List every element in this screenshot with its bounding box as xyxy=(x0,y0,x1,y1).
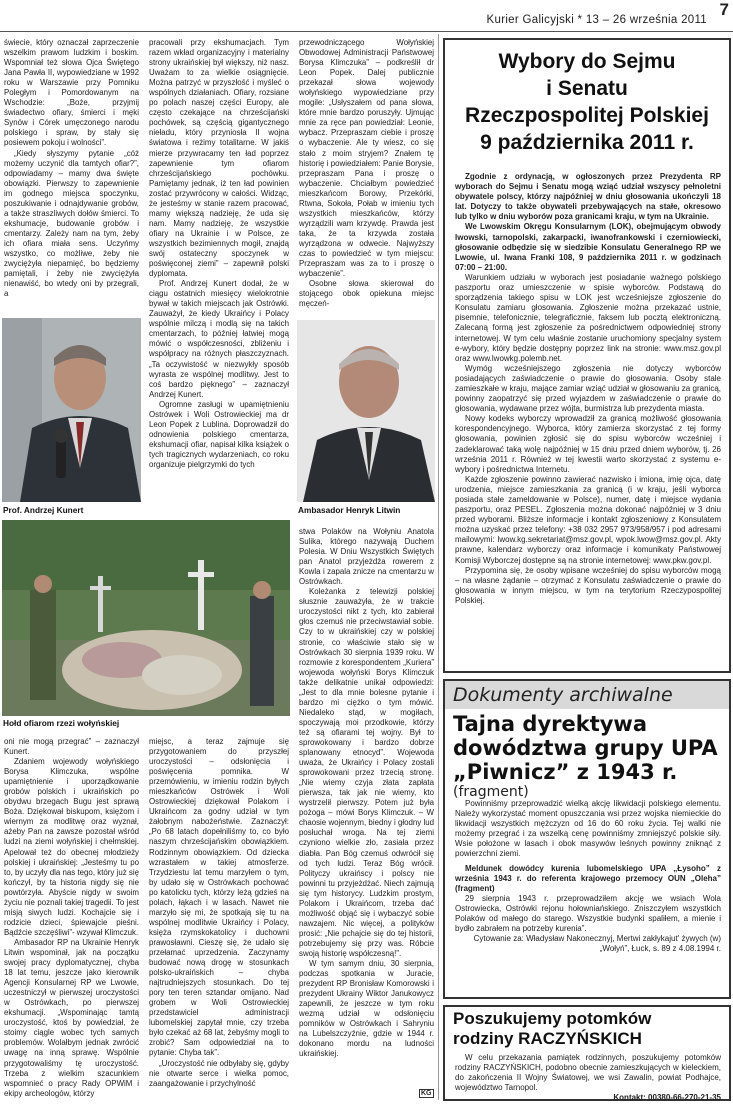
title-line: 9 października 2011 r. xyxy=(480,131,694,154)
contact: Kontakt: 00380-66-270-21-35 xyxy=(613,1093,721,1103)
article-col2-top xyxy=(149,38,289,516)
paragraph: Ogromne zasługi w upamiętnieniu Ostrówek i Woli Ostrowieckiej ma dr Leon Popek z Lublina. Doprowadził do odnowienia polskiego cmentarza, ekshumacji ofiar, napisał kilka książek o tych tragicznych wydarzeniach, co roku organizuje pielgrzymki do tych xyxy=(149,399,289,469)
archive-subtitle: (fragment) xyxy=(453,784,529,800)
paragraph: Wymóg wcześniejszego zgłoszenia nie dotyczy wyborców posiadających zaświadczenie o prawie do głosowania. Osoby stale zamieszkałe w kraju, mające zamiar wziąć udział w głosowaniu za granicą, powinny zaopatrzyć się przed wyjazdem w zaświadczenie o prawie do głosowania, wydawane przez wójta, burmistrza lub prezydenta miasta. xyxy=(455,363,721,414)
elections-body xyxy=(455,172,721,667)
paragraph: Ambasador RP na Ukrainie Henryk Litwin wspominał, jak na początku swojej pracy dyplomatycznej, chyba 18 lat temu, jeszcze jako kierownik Agencji Konsularnej RP we Lwowie, uczestniczył w pierwszej uroczystości w Ostrówkach, po pierwszej ekshumacji. „Wspominając tamtą uroczystość, ktoś by powiedział, że stoimy ciągle wobec tych samych problemów. Wolałbym jednak zwrócić uwagę na inną sprawę. Wspólnie przygotowaliśmy tę uroczystość. Trzeba z wielkim szacunkiem wspomnieć o pracy Rady OPWiM i ekipy archeologów, którzy xyxy=(4,937,139,1098)
article-col2-bottom xyxy=(149,737,289,1099)
paragraph: Warunkiem udziału w wyborach jest posiadanie ważnego polskiego paszportu oraz umieszczenie w spisie wyborców. Podstawą do sporządzenia takiego spisu w LOK jest wcześniejsze zgłoszenie do Konsulatu zamiaru głosowania. Zgłoszenie można przekazać ustnie, pisemnie, telefonicznie, telegraficznie, faksem lub pocztą elektroniczną. Zalecaną formą jest zgłoszenie za pośrednictwem odpowiedniej strony internetowej. W tym celu właśnie zostanie uruchomiony specjalny system e-wybory, który będzie dostępny poprzez link na stronie: www.msz.gov.pl oraz www.lwowkg.polemb.net. xyxy=(455,272,721,363)
title-line: Rzeczpospolitej Polskiej xyxy=(465,104,709,127)
caption-kunert: Prof. Andrzej Kunert xyxy=(3,505,84,515)
paragraph: Nowy kodeks wyborczy wprowadził za granicą możliwość głosowania korespondencyjnego. Wyborca, który zamierza skorzystać z tej formy głosowania, powinien zgłosić się do spisu wyborców wcześniej i zadeklarować taką wolę najpóźniej w 15 dniu przed dniem wyborów, tj. 26 września 2011 r. Również w tej kwestii warto skorzystać z systemu e-wybory i pośrednictwa Internetu. xyxy=(455,414,721,474)
citation: „Wołyń”, Łuck, s. 89 z 4.08.1994 r. xyxy=(599,944,721,954)
paragraph: przewodniczącego Wołyńskiej Obwodowej Administracji Państwowej Borysa Klimczuka” – podkreślił dr Leon Popek. Dalej publicznie przekazał słowa wojewody wołyńskiego wypowiedziane przy mogile: „Usłyszałem od pana słowa, które mnie bardzo poruszyły. Ujmując mnie za ręce pan powiedział: Leonie, wybacz. Przepraszam ciebie i proszę o wybaczenie. Ale ty wiesz, co się stało z moim stryjem? Znałem tę historię i powiedziałem: Panie Borysie, przepraszam Pana i proszę o wybaczenie. Chciałbym powiedzieć mieszkańcom Borowy, Przekórki, Rtwna, Sokoła, Połab w imieniu tych wszystkich mieszkańców, którzy wyrządzili wam krzywdę. Prawda jest taka, że ta krzywda została wyrządzona w odwecie. Najwyższy czas to powiedzieć w tym miejscu: Przepraszam was za to i proszę o wybaczenie”. xyxy=(299,38,434,279)
column-divider xyxy=(438,34,439,1100)
paragraph: stwa Polaków na Wołyniu Anatola Sulika, którego nazywają Duchem Polesia. W Dniu Wszystkich Świętych pan Anatol przyjeżdża rowerem z Kowla i zapala znicze na cmentarzu w Ostrówkach. xyxy=(299,527,434,587)
page-header xyxy=(0,0,733,34)
portrait-image xyxy=(2,318,141,502)
title-line: Poszukujemy potomków xyxy=(453,1009,652,1028)
paragraph: Meldunek dowódcy kurenia lubomelskiego UPA „Łysoho” z września 1943 r. do referenta krajowego przemocy OUN „Oleha” (fragment) xyxy=(455,863,721,893)
paragraph: świecie, który oznaczał zaprzeczenie wszelkim prawom ludzkim i boskim. Wspomniał też słowa Ojca Świętego Jana Pawła II, wypowiedziane w 1992 roku w Warszawie przy Pomniku Poległym i Pomordowanym na Wschodzie: „Boże, przyjmij świadectwo ofiary, śmierci i męki Synów i Córek umęczonego narodu polskiego i spraw, by stały się posiewem pokoju i wolności”. xyxy=(4,38,139,148)
search-body xyxy=(455,1053,721,1103)
paragraph: Zdaniem wojewody wołyńskiego Borysa Klimczuka, wspólne upamiętnienie i uporządkowanie grobów polskich i ukraińskich po obydwu brzegach Bugu jest sprawą Boża. Dziękował biskupom, księżom i wiernym za modlitwę oraz wyznał, ażeby Pan na zawsze pozostał wśród ludzi na ziemi wołyńskiej i chełmskiej. Apelował też do obecnej młodzieży polskiej i ukraińskiej: „Jesteśmy tu po to, by uczyły dla nas tego, który już się kończył, by ta historia nigdy się nie powtórzyła. Abyście nigdy w swoim życiu nie poznali takiej tragedii. To jest misją siwych ludzi. Kochajcie się i rodzicie dzieci, śpiewajcie pieśni. Bądźcie szczęśliwi”- wzywał Klimczuk. xyxy=(4,757,139,937)
paragraph: miejsc, a teraz zajmuje się przygotowaniem do przyszłej uroczystości – odsłonięcia i poświęcenia pomnika. W przemówieniu, w imieniu rodzin byłych mieszkańców Ostrówek i Woli Ostrowieckiej dziękował Polakom i Ukraińcom za godny udział w tym żałobnym nabożeństwie. Zaznaczył: „Po 68 latach dopełniliśmy to, co było naszym chrześcijańskim obowiązkiem. Rodzinnym obowiązkiem. Od dziecka wzrastałem w takiej atmosferze. Trzydziestu lat temu marzyłem o tym, by udało się w Ostrówkach pochować po katolicku tych, którzy leżą gdzieś na polach, łąkach i w lasach. Nawet nie marzyło się mi, że spotkają się tu na wspólnej modlitwie Ukraińcy i Polacy, księża rzymskokatolicy i duchowni prawosławni. Cieszę się, że udało się przełamać uprzedzenia. Zaczynamy budować nową drogę w stosunkach polsko-ukraińskich – chyba najtrudniejszych stosunkach. Do tej pory ten teren sztandar omijano. Nad grobem w Woli Ostrowieckiej przedstawiciel administracji lubomelskiej zapytał mnie, czy trzeba było czekać aż 68 lat, żebyśmy mogli to zrobić? Sam odpowiedział na to pytanie: Chyba tak”. xyxy=(149,737,289,1058)
archive-title xyxy=(445,709,729,801)
title-line: rodziny RACZYŃSKICH xyxy=(453,1029,642,1048)
paragraph: Koleżanka z telewizji polskiej słusznie zauważyła, że w trakcie uroczystości nikt z tych, kto zabierał głos czemuś nie przeciwstawiał sobie. Czy to w ukraińskiej czy w polskiej stronie, co właściwie stało się w Ostrówkach 30 sierpnia 1939 roku. W rozmowie z korespondentem „Kuriera” wojewoda wołyński Borys Klimczuk także delikatnie unikał odpowiedzi: „Jest to dla mnie bolesne pytanie i bardzo mi ciężko o tym mówić. Niedaleko stąd, w mogiłach, spoczywają moi przodkowie, którzy też są ofiarami tej wojny. Był to sprowokowany i bardzo dobrze splanowany etnocyd”. Wojewoda uważa, że Ukraińcy i Polacy zostali sprowokowani przez trzecią stronę. „Nie wiemy czyja złata zapłata pierwsza, tak jak nie wiemy, kto wystrzelił pierwszy. Potem już była pożoga – mówi Borys Klimczuk. – W chaosie wojennym, biedny i głodny lud posłuchał wroga. Na tej ziemi czyniono wielkie zło, zasiała przez diabła. Pan Bóg czemuś odwrócił się od tych ludzi. Teraz Bóg wrócił. Polityczy ukraińscy i polscy nie powinni tu przyjeżdżać. Niech zajmują się tym historycy. Ludzkim prostym, Polakom i Ukraińcom, trzeba dać możliwość objąć się i wybaczyć sobie nawzajem. Nic więcej, a polityków prosić: „Nie pchajcie się do tej historii, potrzebujemy się przy was. Róbcie swoją historię współczesną!”. xyxy=(299,587,434,958)
archive-box xyxy=(443,679,731,999)
title-line: Tajna dyrektywa xyxy=(453,712,648,736)
archive-section-title: Dokumenty archiwalne xyxy=(445,681,729,709)
kg-logo: KG xyxy=(421,1090,432,1097)
paragraph: Przypomina się, że osoby wpisane wcześniej do spisu wyborców mogą – na własne żądanie – otrzymać z Konsulatu zaświadczenie o prawie do głosowania w innym miejscu, w tym na terytorium Rzeczypospolitej Polskiej. xyxy=(455,565,721,605)
photo-tribute xyxy=(2,520,290,716)
portrait-image xyxy=(297,320,435,502)
page-number: 7 xyxy=(719,0,729,19)
citation: Cytowanie za: Władysław Nakonecznyj, Mertwi zakłykajut' żywych (w) xyxy=(473,934,721,944)
paragraph: W celu przekazania pamiątek rodzinnych, poszukujemy potomków rodziny RACZYŃSKICH, podobno obecnie zamieszkujących w kieleckiem, do zakończenia II Wojny Światowej, we wsi Zawalin, powiat Podhajce, województwo Tarnopol. xyxy=(455,1053,721,1093)
ceremony-image xyxy=(2,520,290,716)
article-col1-bottom xyxy=(4,737,139,1099)
paragraph: Powinniśmy przeprowadzić wielką akcję likwidacji polskiego elementu. Należy wykorzystać moment opuszczania wsi przez wojska niemieckie do likwidacji wszystkich mężczyzn od 16 do 60 roku życia. Tej walki nie możemy przegrać i za wszelką cenę powinniśmy zmniejszyć polskie siły. Wsie położone w lasach i obok masywów leśnych powinny zniknąć z powierzchni ziemi. xyxy=(455,799,721,859)
article-col1-top xyxy=(4,38,139,314)
photo-litwin xyxy=(297,320,435,502)
paragraph: „Kiedy słyszymy pytanie „cóż możemy uczynić dla tamtych ofiar?”, odpowiadamy – mamy dwa święte obowiązki. Pierwszy to zapewnienie im godnego miejsca spoczynku, poszukiwanie i odnajdywanie grobów, a także straszliwych dołów śmierci. To ekshumacje, budowanie grobów i cmentarzy. Zależy nam na tym, żeby ich ofiara miała sens. Uczyńmy wszystko, co możliwe, żeby nie zwyciężyła niepamięć, bo będziemy pamiętali, i żeby nie zwyciężyła nienawiść, bo wtedy oni by przegrali, a xyxy=(4,148,139,299)
photo-kunert xyxy=(2,318,141,502)
lead-2: We Lwowskim Okręgu Konsularnym (LOK), obejmującym obwody lwowski, tarnopolski, zakarpacki, iwanofrankowski i czerniowiecki, głosowanie odbędzie się w siedzibie Konsulatu Generalnego RP we Lwowie, ul. Iwana Franki 108, 9 października 2011 r. w godzinach 07:00 – 21:00. xyxy=(455,222,721,272)
title-line: dowództwa grupy UPA xyxy=(453,736,718,760)
paragraph: Prof. Andrzej Kunert dodał, że w ciągu ostatnich miesięcy wielokrotnie bywał w takich miejscach jak Ostrówki. Zauważył, że kiedy Ukraińcy i Polacy wspólnie milczą i modlą się na takich cmentarzach, to później łatwiej mogą mówić o współczesności, zbliżeniu i współpracy na różnych płaszczyznach. „Ta oczywistość w niezwykły sposób wyrasta ze wspólnej modlitwy. Jest to coś bardzo pięknego” – zaznaczył Andrzej Kunert. xyxy=(149,279,289,399)
title-line: „Piwnicz” z 1943 r. xyxy=(453,760,678,784)
caption-litwin: Ambasador Henryk Litwin xyxy=(298,505,401,515)
elections-title xyxy=(445,48,729,156)
lead: Zgodnie z ordynacją, w ogłoszonych przez Prezydenta RP wyborach do Sejmu i Senatu mogą wziąć udział wszyscy pełnoletni obywatele polscy, którzy najpóźniej w dniu głosowania ukończyli 18 lat. Dotyczy to także obywateli przebywających na stałe, okresowo lub tylko w dniu wyborów poza granicami kraju, w tym na Ukrainie. xyxy=(455,172,721,222)
article-col3-top xyxy=(299,38,434,317)
paper-title: Kurier Galicyjski * 13 – 26 września 2011 xyxy=(486,14,707,26)
search-title xyxy=(445,1007,729,1049)
paragraph: „Uroczystość nie odbyłaby się, gdyby nie otwarte serce i wielka pomoc, zaangażowanie i przychylność xyxy=(149,1058,289,1088)
paragraph: oni nie mogą przegrać” – zaznaczył Kunert. xyxy=(4,737,139,757)
paragraph: W tym samym dniu, 30 sierpnia, podczas spotkania w Juracie, prezydent RP Bronisław Komorowski i prezydent Ukrainy Wiktor Janukowycz zapewnili, że jeszcze w tym roku wezmą udział w odsłonięciu pomników w Ostrówkach i Sahryniu na Lubelszczyźnie, gdzie w 1944 r. dokonano mordu na ludności ukraińskiej. xyxy=(299,959,434,1059)
elections-box xyxy=(443,38,731,673)
archive-body xyxy=(455,799,721,995)
article-col3-mid xyxy=(299,527,434,1087)
caption-tribute: Hołd ofiarom rzezi wołyńskiej xyxy=(3,718,120,728)
paragraph: Każde zgłoszenie powinno zawierać nazwisko i imiona, imię ojca, datę urodzenia, miejsce zamieszkania za granicą (i w kraju, jeśli wyborca posiada stałe zameldowanie w Polsce), numer, datę i miejsce wydania paszportu, oraz PESEL. Zgłoszenia można dokonać najpóźniej w 3 dniu przed wyborami. Bliższe informacje i kontakt zgłoszeniowy z Konsulatem można uzyskać przez telefony: +38 032 2957 973/958/957 i pod adresami mailowymi: lwow.kg.sekretariat@msz.gov.pl, wpok.lwow@msz.gov.pl. Akty prawne, kalendarz wyborczy oraz informacje i komunikaty Państwowej Komisji Wyborczej dostępne są na stronie internetowej: www.pkw.gov.pl. xyxy=(455,474,721,565)
search-box xyxy=(443,1005,731,1101)
paragraph: Osobne słowa skierował do stojącego obok opiekuna miejsc męczeń- xyxy=(299,279,434,309)
paragraph: 29 sierpnia 1943 r. przeprowadziłem akcję we wsiach Wola Ostrowiecka, Ostrówki rejonu hołowniańskiego. Zniszczyłem wszystkich Polaków od małego do starego. Wszystkie budynki spaliłem, a mienie i bydło zabrałem na potrzeby kurenia”. xyxy=(455,893,721,934)
header-rule xyxy=(0,31,733,32)
title-line: Wybory do Sejmu xyxy=(498,50,676,73)
paragraph: pracowali przy ekshumacjach. Tym razem wkład organizacyjny i materialny strony ukraińskiej był większy, niż nasz. Uważam to za wielkie osiągnięcie. Można patrzyć w przyszłość i myśleć o wspólnych działaniach. Ofiary, rozsiane po polach naszej części Europy, ale często czekające na chrześcijański pochówek, są częścią gigantycznego nieładu, który przyniosła II wojna światowa i reżimy totalitarne. W jakiś mierze przywracamy ten ład poprzez zapewnienie tym ofiarom chrześcijańskiego pochówku. Pamiętamy jednak, iż ten ład powinien zostać przywrócony w całości. Widząc, że jesteśmy w stanie razem pracować, mamy większą nadzieję, że uda się nam. Mamy nadzieję, że wszystkie ofiary na Ukrainie i w Polsce, ze wszystkich bezimiennych mogił, znajdą swój ostateczny spoczynek w poświęconej ziemi” – zapewnił polski dyplomata. xyxy=(149,38,289,279)
title-line: i Senatu xyxy=(546,77,628,100)
